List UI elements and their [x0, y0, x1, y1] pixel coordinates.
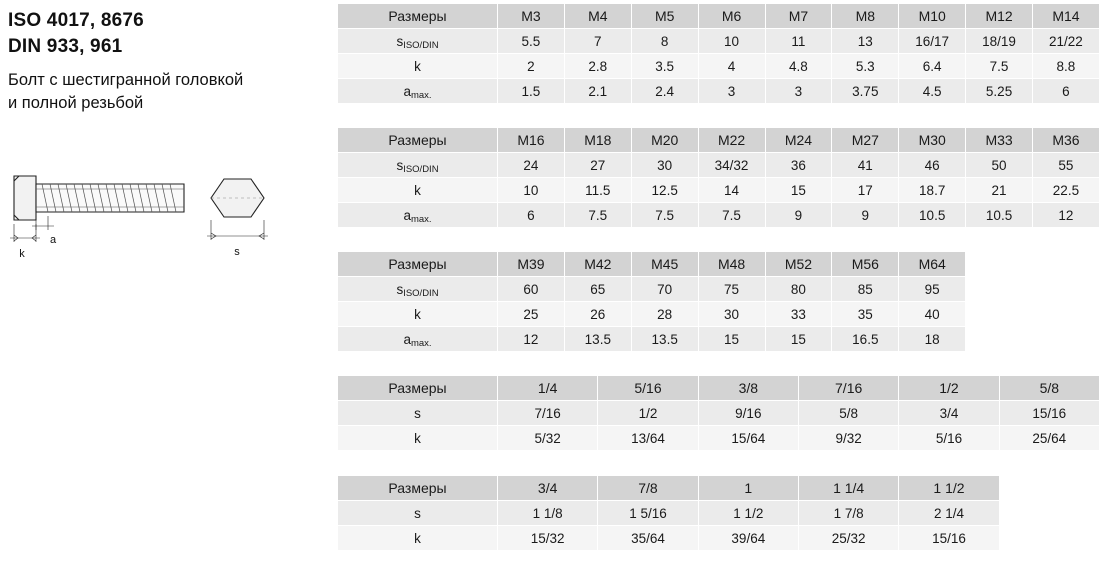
- table-row: [338, 426, 1100, 451]
- table-cell-value: 28: [631, 302, 698, 327]
- table-cell-value: 6: [498, 203, 565, 228]
- table-header-size: M14: [1033, 4, 1100, 29]
- table-row: [338, 54, 1100, 79]
- table-cell-value: 5.5: [498, 29, 565, 54]
- table-cell-value: 10: [698, 29, 765, 54]
- standard-line-1: ISO 4017, 8676: [8, 10, 144, 31]
- dim-label-k: k: [19, 248, 25, 260]
- table-cell-value: 85: [832, 277, 899, 302]
- table-cell-value: 3.5: [631, 54, 698, 79]
- table-cell-empty: [966, 302, 1033, 327]
- table-header-size: 1: [698, 476, 798, 501]
- table-header-row: [338, 252, 1100, 277]
- table-header-row: [338, 376, 1100, 401]
- table-cell-value: 15/64: [698, 426, 798, 451]
- table-header-size: M39: [498, 252, 565, 277]
- table-cell-value: 25: [498, 302, 565, 327]
- table-cell-value: 3: [765, 79, 832, 104]
- table-header-size: M45: [631, 252, 698, 277]
- table-cell-value: 10.5: [966, 203, 1033, 228]
- table-cell-value: 80: [765, 277, 832, 302]
- table-cell-value: 5/16: [899, 426, 999, 451]
- table-row: [338, 29, 1100, 54]
- table-cell-value: 35: [832, 302, 899, 327]
- table-header-row: [338, 476, 1100, 501]
- table-header-size: M22: [698, 128, 765, 153]
- table-header-size: M24: [765, 128, 832, 153]
- table-row-label: amax.: [338, 327, 498, 352]
- table-cell-value: 70: [631, 277, 698, 302]
- table-header-row: [338, 4, 1100, 29]
- table-cell-value: 1 7/8: [798, 501, 898, 526]
- table-header-dimensions: Размеры: [338, 476, 498, 501]
- table-cell-value: 22.5: [1033, 178, 1100, 203]
- table-row: [338, 327, 1100, 352]
- table-row-label: amax.: [338, 203, 498, 228]
- table-row: [338, 178, 1100, 203]
- table-header-size: M8: [832, 4, 899, 29]
- table-cell-value: 50: [966, 153, 1033, 178]
- product-description-line-2: и полной резьбой: [8, 94, 144, 112]
- table-cell-value: 5.25: [966, 79, 1033, 104]
- table-cell-value: 11.5: [564, 178, 631, 203]
- table-header-size: M16: [498, 128, 565, 153]
- table-cell-value: 2.1: [564, 79, 631, 104]
- table-cell-value: 5/8: [798, 401, 898, 426]
- table-cell-value: 55: [1033, 153, 1100, 178]
- table-cell-value: 2.8: [564, 54, 631, 79]
- table-cell-value: 7/16: [498, 401, 598, 426]
- table-row: [338, 501, 1100, 526]
- table-cell-value: 6: [1033, 79, 1100, 104]
- table-cell-value: 2.4: [631, 79, 698, 104]
- table-cell-value: 39/64: [698, 526, 798, 551]
- table-cell-empty: [1033, 277, 1100, 302]
- table-row-label: k: [338, 426, 498, 451]
- table-header-size: M48: [698, 252, 765, 277]
- table-row-label: k: [338, 302, 498, 327]
- table-cell-value: 1 5/16: [598, 501, 698, 526]
- table-cell-value: 35/64: [598, 526, 698, 551]
- table-header-size: M33: [966, 128, 1033, 153]
- table-cell-value: 14: [698, 178, 765, 203]
- table-cell-value: 41: [832, 153, 899, 178]
- table-row-label: k: [338, 178, 498, 203]
- table-header-size: M42: [564, 252, 631, 277]
- table-header-size: M6: [698, 4, 765, 29]
- table-cell-value: 5.3: [832, 54, 899, 79]
- table-row: [338, 203, 1100, 228]
- table-cell-value: 34/32: [698, 153, 765, 178]
- metric-table-2: [337, 127, 1100, 228]
- table-cell-empty: [999, 526, 1099, 551]
- table-cell-empty: [999, 476, 1099, 501]
- dim-label-a: a: [49, 234, 57, 246]
- table-cell-value: 17: [832, 178, 899, 203]
- table-cell-value: 3.75: [832, 79, 899, 104]
- table-cell-empty: [1033, 302, 1100, 327]
- product-info-panel: [8, 8, 328, 558]
- table-cell-value: 27: [564, 153, 631, 178]
- table-cell-value: 1 1/2: [698, 501, 798, 526]
- table-cell-value: 30: [631, 153, 698, 178]
- table-cell-value: 10: [498, 178, 565, 203]
- table-cell-value: 30: [698, 302, 765, 327]
- table-cell-value: 11: [765, 29, 832, 54]
- metric-table-3: [337, 251, 1100, 352]
- table-header-size: M3: [498, 4, 565, 29]
- table-cell-empty: [1033, 252, 1100, 277]
- table-cell-value: 60: [498, 277, 565, 302]
- table-cell-value: 33: [765, 302, 832, 327]
- table-header-size: M52: [765, 252, 832, 277]
- table-cell-value: 1 1/8: [498, 501, 598, 526]
- table-header-size: M20: [631, 128, 698, 153]
- table-cell-value: 2: [498, 54, 565, 79]
- table-cell-value: 13/64: [598, 426, 698, 451]
- table-header-size: M5: [631, 4, 698, 29]
- table-row: [338, 401, 1100, 426]
- table-header-size: 5/8: [999, 376, 1099, 401]
- table-cell-value: 15/32: [498, 526, 598, 551]
- table-cell-value: 1.5: [498, 79, 565, 104]
- table-cell-value: 13.5: [564, 327, 631, 352]
- table-cell-empty: [966, 327, 1033, 352]
- table-cell-value: 3: [698, 79, 765, 104]
- table-header-dimensions: Размеры: [338, 376, 498, 401]
- table-row-label: amax.: [338, 79, 498, 104]
- table-header-size: M27: [832, 128, 899, 153]
- table-cell-value: 18.7: [899, 178, 966, 203]
- table-header-size: M18: [564, 128, 631, 153]
- table-row-label: s: [338, 401, 498, 426]
- dim-label-s: s: [234, 246, 240, 258]
- table-cell-value: 3/4: [899, 401, 999, 426]
- table-cell-value: 12.5: [631, 178, 698, 203]
- table-cell-value: 15: [765, 178, 832, 203]
- table-cell-value: 9/16: [698, 401, 798, 426]
- table-header-size: M56: [832, 252, 899, 277]
- metric-table-1: [337, 3, 1100, 104]
- table-cell-value: 95: [899, 277, 966, 302]
- table-cell-value: 75: [698, 277, 765, 302]
- table-cell-value: 26: [564, 302, 631, 327]
- table-cell-empty: [966, 277, 1033, 302]
- table-row: [338, 79, 1100, 104]
- table-cell-value: 18: [899, 327, 966, 352]
- table-cell-value: 7: [564, 29, 631, 54]
- table-cell-value: 7.5: [698, 203, 765, 228]
- table-cell-value: 4.5: [899, 79, 966, 104]
- table-header-size: M12: [966, 4, 1033, 29]
- table-cell-value: 1/2: [598, 401, 698, 426]
- table-cell-value: 10.5: [899, 203, 966, 228]
- table-header-size: 7/8: [598, 476, 698, 501]
- table-header-size: 1 1/4: [798, 476, 898, 501]
- table-cell-empty: [1033, 327, 1100, 352]
- table-cell-value: 9/32: [798, 426, 898, 451]
- table-header-size: 3/4: [498, 476, 598, 501]
- table-header-dimensions: Размеры: [338, 252, 498, 277]
- table-header-size: 7/16: [798, 376, 898, 401]
- table-cell-value: 5/32: [498, 426, 598, 451]
- table-row-label: sISO/DIN: [338, 29, 498, 54]
- table-cell-value: 2 1/4: [899, 501, 999, 526]
- table-row-label: sISO/DIN: [338, 277, 498, 302]
- table-header-size: M4: [564, 4, 631, 29]
- table-cell-value: 65: [564, 277, 631, 302]
- table-header-size: 1 1/2: [899, 476, 999, 501]
- table-cell-value: 13.5: [631, 327, 698, 352]
- table-header-dimensions: Размеры: [338, 128, 498, 153]
- table-cell-value: 15/16: [999, 401, 1099, 426]
- table-row: [338, 526, 1100, 551]
- table-cell-value: 4: [698, 54, 765, 79]
- table-cell-value: 7.5: [966, 54, 1033, 79]
- table-cell-value: 15: [765, 327, 832, 352]
- table-cell-value: 4.8: [765, 54, 832, 79]
- table-row: [338, 302, 1100, 327]
- table-header-size: 5/16: [598, 376, 698, 401]
- table-cell-empty: [966, 252, 1033, 277]
- table-header-size: 1/4: [498, 376, 598, 401]
- table-row-label: k: [338, 54, 498, 79]
- inch-table-1: [337, 375, 1100, 451]
- table-cell-value: 21/22: [1033, 29, 1100, 54]
- standard-line-2: DIN 933, 961: [8, 36, 123, 57]
- table-header-row: [338, 128, 1100, 153]
- table-cell-value: 9: [765, 203, 832, 228]
- table-cell-value: 9: [832, 203, 899, 228]
- table-cell-value: 6.4: [899, 54, 966, 79]
- table-row-label: k: [338, 526, 498, 551]
- table-row: [338, 277, 1100, 302]
- table-cell-empty: [999, 501, 1099, 526]
- table-cell-value: 21: [966, 178, 1033, 203]
- table-header-size: M10: [899, 4, 966, 29]
- table-cell-value: 36: [765, 153, 832, 178]
- table-cell-value: 16/17: [899, 29, 966, 54]
- table-cell-value: 12: [1033, 203, 1100, 228]
- table-cell-value: 7.5: [564, 203, 631, 228]
- table-header-size: 3/8: [698, 376, 798, 401]
- table-cell-value: 12: [498, 327, 565, 352]
- table-header-size: M7: [765, 4, 832, 29]
- table-cell-value: 18/19: [966, 29, 1033, 54]
- table-cell-value: 8.8: [1033, 54, 1100, 79]
- table-cell-value: 8: [631, 29, 698, 54]
- table-header-size: M64: [899, 252, 966, 277]
- table-cell-value: 16.5: [832, 327, 899, 352]
- table-row-label: s: [338, 501, 498, 526]
- table-row: [338, 153, 1100, 178]
- table-header-size: M30: [899, 128, 966, 153]
- table-row-label: sISO/DIN: [338, 153, 498, 178]
- table-cell-value: 25/32: [798, 526, 898, 551]
- product-description-line-1: Болт с шестигранной головкой: [8, 71, 244, 89]
- table-cell-value: 46: [899, 153, 966, 178]
- table-header-size: M36: [1033, 128, 1100, 153]
- table-cell-value: 13: [832, 29, 899, 54]
- table-cell-value: 15: [698, 327, 765, 352]
- table-cell-value: 40: [899, 302, 966, 327]
- table-header-dimensions: Размеры: [338, 4, 498, 29]
- table-cell-value: 24: [498, 153, 565, 178]
- hex-head-bolt-drawing: [8, 168, 328, 283]
- table-header-size: 1/2: [899, 376, 999, 401]
- table-cell-value: 7.5: [631, 203, 698, 228]
- table-cell-value: 25/64: [999, 426, 1099, 451]
- inch-table-2: [337, 475, 1100, 551]
- table-cell-value: 15/16: [899, 526, 999, 551]
